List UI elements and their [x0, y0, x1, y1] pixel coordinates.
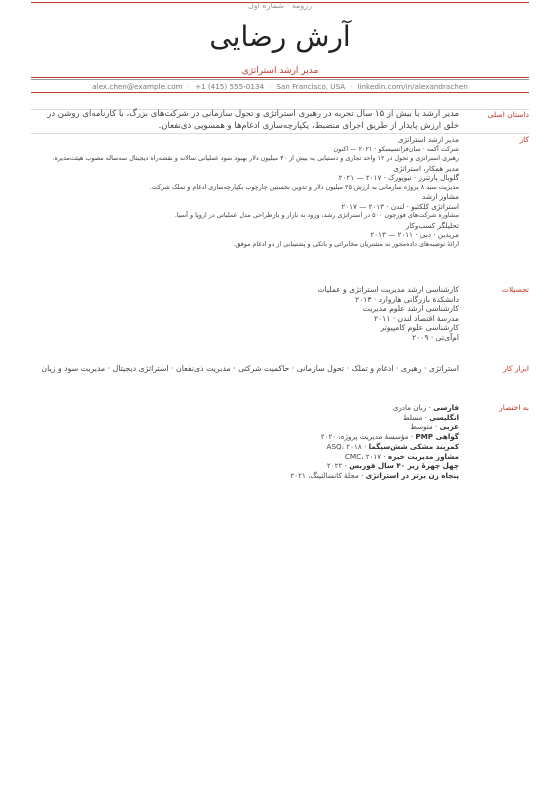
- brief-label: به اختصار: [499, 403, 529, 412]
- edu-school-2: مدرسهٔ اقتصاد لندن · ۲۰۱۱: [373, 313, 459, 323]
- masthead-line: رزومه · شماره اول: [247, 1, 313, 10]
- edu-school-1: دانشکدهٔ بازرگانی هاروارد · ۲۰۱۳: [355, 294, 459, 304]
- summary-bottom-rule: [31, 133, 529, 134]
- work-role-4: تحلیلگر کسب‌وکار: [405, 220, 459, 230]
- brief-item: عربی · متوسط: [410, 422, 459, 432]
- skills-label: ابزار کار: [503, 364, 529, 373]
- brief-item: انگلیسی · مسلط: [402, 412, 459, 422]
- work-desc-3: مشاوره شرکت‌های فورچون ۵۰۰ در استراتژی رشد، ورود به بازار و بازطراحی مدل عملیاتی در اروپا و آسیا.: [174, 211, 459, 219]
- summary-text: مدیر ارشد با بیش از ۱۵ سال تجربه در رهبری استراتژی و تحول سازمانی در شرکت‌های بزرگ، با کارنامه‌ای روشن در خلق ارزش پایدار از طریق اجرای منضبط، یکپارچه‌سازی ادغام‌ها و همسویی ذی‌نفعان.: [47, 109, 459, 131]
- edu-degree-2: کارشناسی ارشد علوم مدیریت: [362, 304, 459, 314]
- person-title: مدیر ارشد استراتژی: [241, 66, 319, 76]
- brief-item: فارسی · زبان مادری: [392, 403, 459, 412]
- work-role-1: مدیر ارشد استراتژی: [397, 135, 459, 144]
- email-link[interactable]: alex.chen@example.com: [92, 82, 183, 91]
- linkedin-link[interactable]: linkedin.com/in/alexandrachen: [357, 82, 468, 91]
- edu-degree-1: کارشناسی ارشد مدیریت استراتژی و عملیات: [317, 285, 459, 294]
- brief-item: پنجاه زن برتر در استراتژی · مجلهٔ کانسالتینگ، ۲۰۲۱: [290, 470, 459, 480]
- edu-degree-3: کارشناسی علوم کامپیوتر: [380, 323, 459, 333]
- person-name: آرش رضایی: [209, 20, 351, 53]
- contact-line: alex.chen@example.com · +1 (415) 555-0134 · San Francisco, USA · linkedin.com/in/alexandrachen: [92, 82, 468, 91]
- work-role-3: مشاور ارشد: [422, 192, 459, 201]
- work-company-4: مریدین · دبی · ۲۰۱۱ — ۲۰۱۳: [370, 230, 459, 239]
- contact-rule: [31, 92, 529, 93]
- work-body: [40, 135, 459, 249]
- brief-item: چهل چهرهٔ زیر ۴۰ سال فوربس · ۲۰۲۲: [326, 461, 459, 471]
- brief-item: گواهی PMP · مؤسسهٔ مدیریت پروژه، ۲۰۲۰: [320, 432, 459, 442]
- header-rule-2: [31, 79, 529, 80]
- work-desc-4: ارائهٔ توصیه‌های داده‌محور به مشتریان مخابراتی و بانکی و پشتیبانی از دو ادغام موفق.: [233, 239, 459, 248]
- work-company-3: استراتژی کلکتیو · لندن · ۲۰۱۳ — ۲۰۱۷: [341, 201, 459, 211]
- edu-school-3: ام‌آی‌تی · ۲۰۰۹: [412, 332, 459, 342]
- work-company-2: گلوبال پارتنرز · نیویورک · ۲۰۱۷ — ۲۰۲۱: [338, 173, 459, 182]
- brief-item: کمربند مشکی شش‌سیگما · ASQ، ۲۰۱۸: [326, 441, 459, 451]
- phone-text: +1 (415) 555-0134: [194, 82, 265, 91]
- work-label: کار: [519, 135, 529, 144]
- header-rule-1: [31, 77, 529, 78]
- brief-item: مشاور مدیریت خبره · CMC، ۲۰۱۷: [344, 451, 459, 461]
- summary-label: داستان اصلی: [487, 110, 529, 119]
- work-desc-1: رهبری استراتژی و تحول در ۱۲ واحد تجاری و دستیابی به بیش از ۴۰ میلیون دلار بهبود سود عملیاتی سالانه و نقشه‌راه دیجیتال سه‌ساله مصوب هیئت‌مدیره.: [52, 154, 459, 162]
- work-role-2: مدیر همکار، استراتژی: [393, 163, 459, 173]
- location-text: San Francisco, USA: [276, 82, 346, 91]
- education-label: تحصیلات: [501, 285, 529, 294]
- brief-body: [40, 403, 459, 481]
- skills-text: استراتژی · رهبری · ادغام و تملک · تحول سازمانی · حاکمیت شرکتی · مدیریت ذی‌نفعان · استراتژی دیجیتال · مدیریت سود و زیان: [41, 364, 459, 373]
- work-desc-2: مدیریت سبد ۸ پروژه سازمانی به ارزش ۲۵ میلیون دلار و تدوین نخستین چارچوب یکپارچه‌سازی ادغام و تملک شرکت.: [149, 182, 459, 191]
- work-company-1: شرکت آکمه · سان‌فرانسیسکو · ۲۰۲۱ — اکنون: [333, 144, 459, 153]
- education-body: [40, 285, 459, 343]
